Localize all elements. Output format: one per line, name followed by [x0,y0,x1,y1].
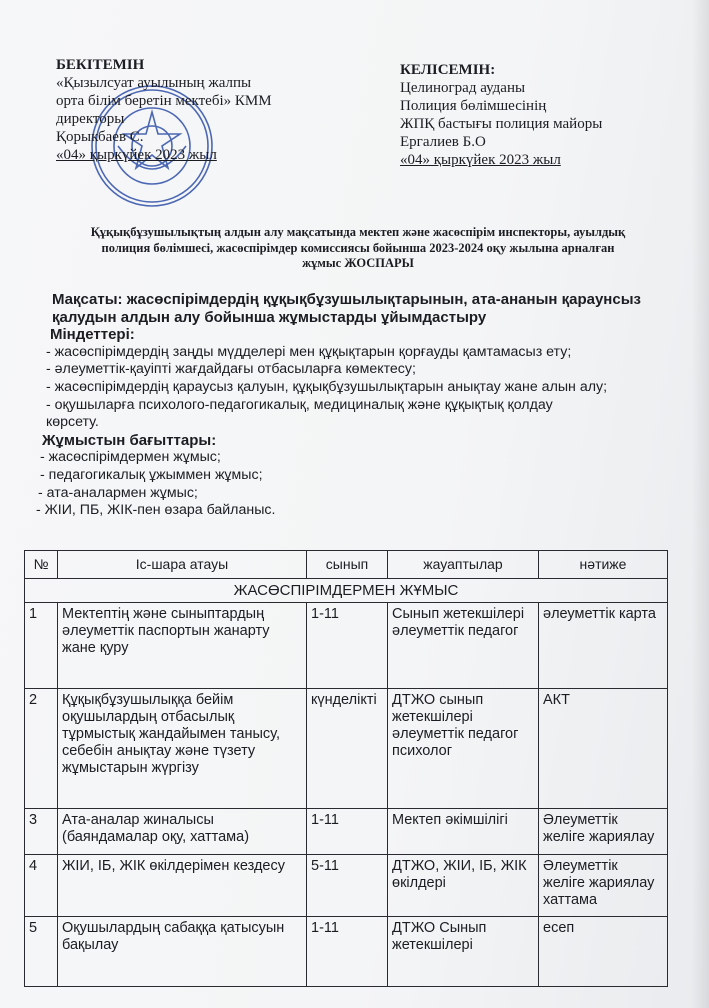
title-line: полиция бөлімшесі, жасөспірімдер комиссиясы бойынша 2023-2024 оқу жылына арналған [101,240,615,255]
table-header-row [25,551,668,579]
row-number: 1 [25,603,58,689]
agreement-heading: КЕЛІСЕМІН: [400,62,496,78]
task-item: - жасөспірімдердің қараусыз қалуын, құқықбұзушылықтарын анықтау жане алын алу; [46,378,608,395]
task-item: - әлеуметтік-қауіпті жағдайдағы отбасыларға көмектесу; [46,361,416,378]
approval-block [56,56,356,164]
aim-line: қалудын алдын алу бойынша жұмыстарды ұйымдастыру [52,308,487,326]
direction-item: - ЖІИ, ПБ, ЖІК-пен өзара байланыс. [36,502,276,519]
plan-table [24,550,668,987]
table-row [25,917,668,987]
approval-line: орта білім беретін мектебі» КММ [56,93,272,109]
title-line: жұмыс ЖОСПАРЫ [302,256,414,270]
row-result: Әлеуметтік желіге жариялау [539,809,668,855]
row-event: Ата-аналар жиналысы (баяндамалар оқу, хаттама) [58,809,307,855]
table-row [25,689,668,809]
row-responsible: Мектеп әкімшілігі [388,809,539,855]
direction-item: - педагогикалық ұжыммен жұмыс; [40,466,263,483]
row-grade: 1-11 [307,603,388,689]
header-event: Іс-шара атауы [58,551,307,579]
row-grade: күнделікті [307,689,388,809]
agreement-line: Ергалиев Б.О [400,134,486,150]
row-number: 2 [25,689,58,809]
row-number: 4 [25,855,58,917]
header-grade: сынып [307,551,388,579]
section-row [25,579,668,603]
task-item: көрсету. [46,414,99,431]
agreement-line: Целиноград ауданы [400,80,526,96]
row-result: әлеуметтік карта [539,603,668,689]
approval-heading: БЕКІТЕМІН [56,57,145,73]
task-item: - жасөспірімдердің заңды мүдделері мен құқықтарын қорғауды қамтамасыз ету; [46,343,572,360]
approval-date: «04» қыркүйек 2023 жыл [56,147,217,163]
approval-line: директоры [56,111,125,127]
row-responsible: ДТЖО, ЖІИ, ІБ, ЖІК өкілдері [388,855,539,917]
header-result: нәтиже [539,551,668,579]
direction-item: - ата-аналармен жұмыс; [38,484,198,501]
goals-section [36,291,676,520]
row-responsible: ДТЖО сынып жетекшілері әлеуметтік педагог психолог [388,689,539,809]
title-line: Құқықбұзушылықтың алдын алу мақсатында мектеп және жасөспірім инспекторы, ауылдық [90,225,626,239]
document-title [48,225,668,272]
direction-item: - жасөспірімдермен жұмыс; [40,449,221,466]
row-result: есеп [539,917,668,987]
approval-line: Қорыкбаев С. [56,129,144,145]
section-title: ЖАСӨСПІРІМДЕРМЕН ЖҰМЫС [25,579,668,603]
approval-line: «Қызылсуат ауылының жалпы [56,75,252,91]
row-event: Оқушылардың сабаққа қатысуын бақылау [58,917,307,987]
tasks-heading: Міндеттері: [50,326,135,344]
row-grade: 5-11 [307,855,388,917]
table-row [25,855,668,917]
aim-line: Мақсаты: жасөспірімдердің құқықбұзушылықтарынын, ата-ананын қараунсыз [52,291,641,308]
row-event: Құқықбұзушылыққа бейім оқушылардың отбасылық тұрмыстық жандайымен танысу, себебін анықтау және түзету жұмыстарын жүргізу [58,689,307,809]
agreement-line: Полиция бөлімшесінің [400,98,547,114]
agreement-line: ЖПҚ бастығы полиция майоры [400,116,603,132]
row-event: Мектептің және сыныптардың әлеуметтік паспортын жанарту жане қуру [58,603,307,689]
table-row [25,603,668,689]
header-responsible: жауаптылар [388,551,539,579]
header-number: № [25,551,58,579]
row-number: 5 [25,917,58,987]
agreement-date: «04» қыркүйек 2023 жыл [400,152,561,168]
row-responsible: ДТЖО Сынып жетекшілері [388,917,539,987]
row-grade: 1-11 [307,809,388,855]
row-event: ЖІИ, ІБ, ЖІК өкілдерімен кездесу [58,855,307,917]
agreement-block [400,61,700,169]
directions-heading: Жұмыстын бағыттары: [42,431,217,449]
row-responsible: Сынып жетекшілері әлеуметтік педагог [388,603,539,689]
row-number: 3 [25,809,58,855]
row-result: АКТ [539,689,668,809]
table-row [25,809,668,855]
row-result: Әлеуметтік желіге жариялау хаттама [539,855,668,917]
row-grade: 1-11 [307,917,388,987]
task-item: - оқушыларға психолого-педагогикалық, медициналық және құқықтық қолдау [46,396,553,413]
